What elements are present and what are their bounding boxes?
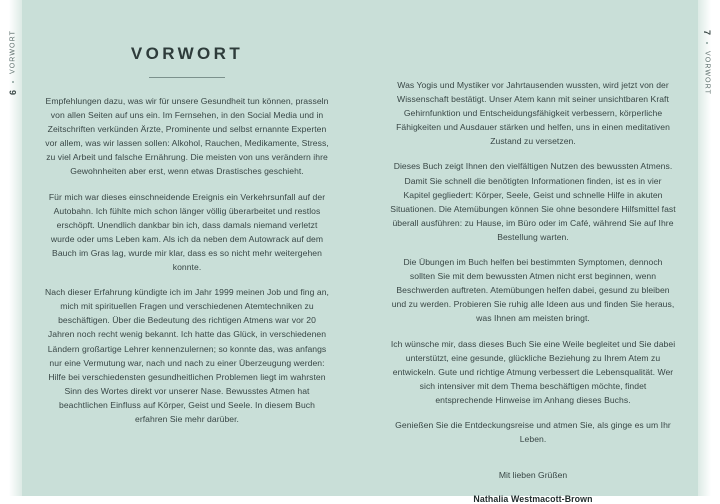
page-number-left: 6 xyxy=(8,90,18,96)
body-paragraph: Genießen Sie die Entdeckungsreise und atmen Sie, als ginge es um Ihr Leben. xyxy=(395,419,671,445)
body-paragraph: Empfehlungen dazu, was wir für unsere Gesundheit tun können, prasseln von allen Seiten auf uns ein. Im Fernsehen, in den Social Media und in Zeitschriften verkünden Ärzte, Prominente und selbst ernannte Experten vor allem, was wir lassen sollen: Alkohol, Rauchen, Medikamente, Stress, zu viel Arbeit und falsche Ernährung. Die meisten von uns verändern ihre Gewohnheiten aber erst, wenn etwas Drastisches geschieht. xyxy=(45,96,329,177)
body-paragraph: Dieses Buch zeigt Ihnen den vielfältigen Nutzen des bewussten Atmens. Damit Sie schnell die benötigten Informationen finden, ist es in vier Kapitel gegliedert: Körper, Seele, Geist und schnelle Hilfe in akuten Situationen. Die Atemübungen können Sie ohne besondere Hilfsmittel fast überall ausführen: zu Hause, im Büro oder im Café, während Sie auf Ihre Bestellung warten. xyxy=(390,161,676,242)
running-head-label-left: VORWORT xyxy=(9,30,17,74)
title-divider xyxy=(149,77,225,78)
body-paragraph: Die Übungen im Buch helfen bei bestimmten Symptomen, dennoch sollten Sie mit dem bewussten Atmen nicht erst beginnen, wenn Beschwerden auftreten. Atemübungen helfen dabei, gesund zu bleiben und zu werden. Probieren Sie ruhig alle Ideen aus und finden Sie heraus, was Ihnen am meisten bringt. xyxy=(391,257,675,324)
body-paragraph: Ich wünsche mir, dass dieses Buch Sie eine Weile begleitet und Sie dabei unterstützt, eine gesunde, glückliche Beziehung zu Ihrem Atem zu entwickeln. Gute und richtige Atmung verbessert die Lebensqualität. Wer sich intensiver mit dem Thema beschäftigen möchte, findet entsprechende Hinweise im Anhang dieses Buchs. xyxy=(390,338,676,405)
signature-block xyxy=(390,468,676,504)
signature-greeting: Mit lieben Grüßen xyxy=(498,470,568,481)
body-paragraph: Für mich war dieses einschneidende Ereignis ein Verkehrsunfall auf der Autobahn. Ich fühlte mich schon länger völlig überarbeitet und restlos erschöpft. Unendlich dankbar bin ich, dass damals niemand verletzt wurde oder ums Leben kam. Als ich da neben dem Autowrack auf dem Bauch im Gras lag, wurde mir klar, dass es so nicht mehr weitergehen konnte. xyxy=(48,191,326,273)
page-right xyxy=(360,0,720,504)
body-paragraph: Nach dieser Erfahrung kündigte ich im Jahr 1999 meinen Job und fing an, mich mit spirituellen Fragen und verschiedenen Atemtechniken zu beschäftigen. Über die Bedeutung des richtigen Atmens war vor 20 Jahren noch recht wenig bekannt. Ich hatte das Glück, in verschiedenen Ländern großartige Lehrer kennenzulernen; so konnte das, was anfangs nur eine Vermutung war, nach und nach zu einer Überzeugung werden: Hilfe bei verschiedensten gesundheitlichen Problemen liegt im wahrsten Sinn des Wortes direkt vor unserer Nase. Bewusstes Atmen hat beachtlichen Einfluss auf Körper, Geist und Seele. In diesem Buch erfahren Sie mehr darüber. xyxy=(45,287,329,424)
page-number-right: 7 xyxy=(702,30,712,36)
body-paragraph: Was Yogis und Mystiker vor Jahrtausenden wussten, wird jetzt von der Wissenschaft bestätigt. Unser Atem kann mit seiner unsichtbaren Kraft Gehirnfunktion und Entscheidungsfähigkeit verbessern, körperliche Fähigkeiten und Ausdauer stärken und helfen, uns in einen meditativen Zustand zu versetzen. xyxy=(396,80,670,147)
page-left xyxy=(0,0,360,496)
running-head-label-right: VORWORT xyxy=(703,51,711,96)
page-title: VORWORT xyxy=(130,44,244,63)
author-name: Nathalia Westmacott-Brown xyxy=(473,494,593,504)
